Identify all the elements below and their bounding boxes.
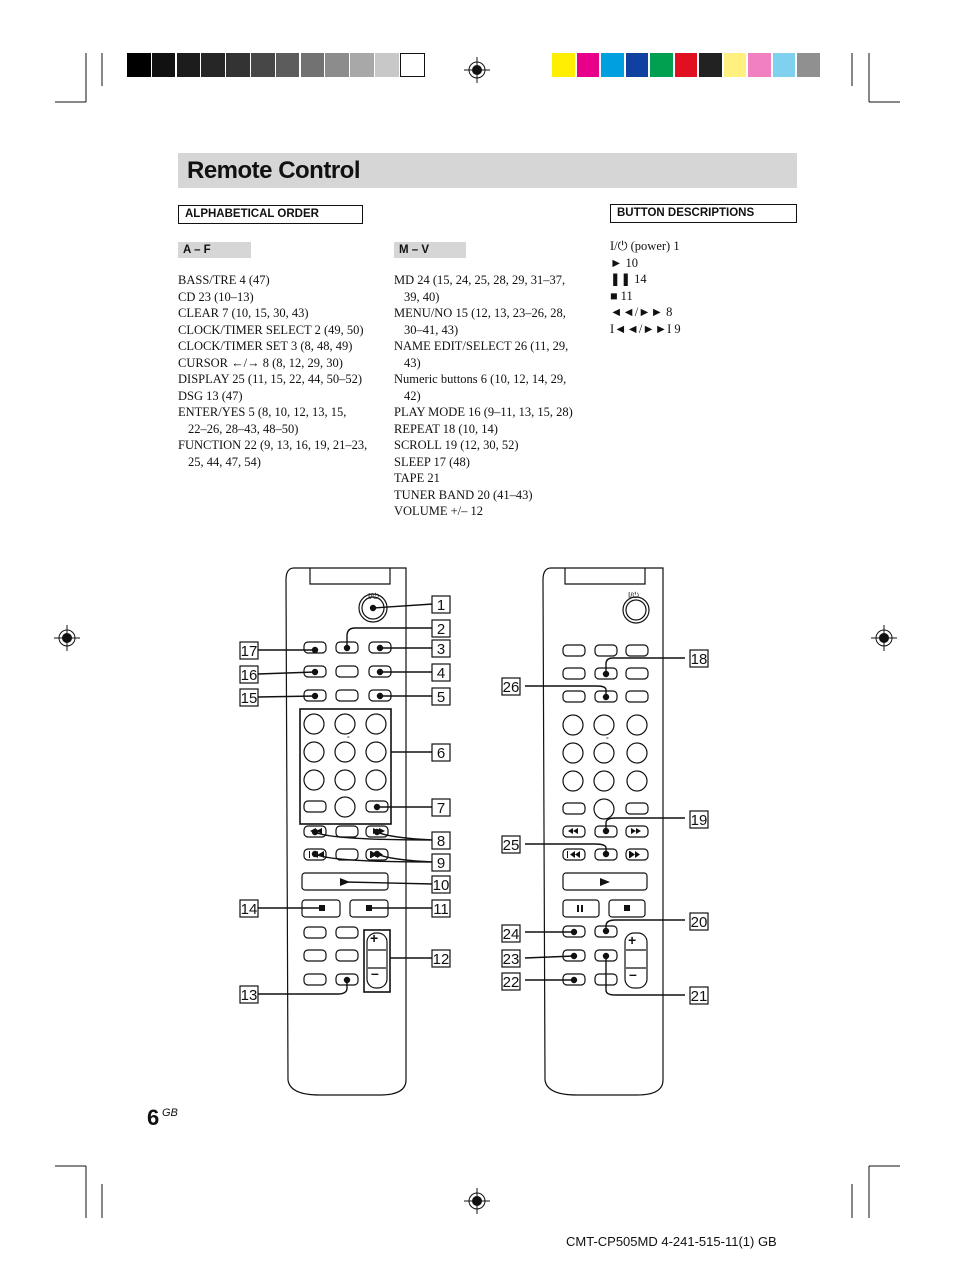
svg-text:22: 22 [502,974,520,991]
callout-14 [240,900,258,918]
svg-text:11: 11 [433,901,449,918]
registration-target-bottom [464,1188,490,1214]
callout-25 [502,836,520,854]
index-m-v [394,272,576,520]
registration-target-right [871,625,897,651]
svg-text:9: 9 [436,855,446,872]
registration-target-top [464,57,490,83]
callout-2 [432,620,450,638]
registration-target-left [54,625,80,651]
section-m-v: M – V [394,242,466,258]
svg-text:10: 10 [432,877,450,894]
section-a-f: A – F [178,242,251,258]
svg-text:14: 14 [240,901,258,918]
callout-1 [432,596,450,614]
remote-diagram-front [230,560,470,1100]
svg-text:23: 23 [502,951,520,968]
svg-text:3: 3 [436,641,446,658]
desc-entry: ► 10 [610,255,638,270]
callout-3 [432,640,450,658]
mv-entry: SCROLL 19 (12, 30, 52) [394,438,519,452]
svg-text:12: 12 [432,951,450,968]
af-entry: CURSOR ←/→ 8 (8, 12, 29, 30) [178,355,343,370]
svg-text:8: 8 [436,833,446,850]
svg-text:25: 25 [502,837,520,854]
mv-entry: TUNER BAND 20 (41–43) [394,487,533,502]
desc-entry: ■ 11 [610,288,633,303]
svg-text:+: + [370,930,379,946]
svg-text:°: ° [347,736,350,743]
button-description-list [610,238,810,337]
af-entry: DISPLAY 25 (11, 15, 22, 44, 50–52) [178,372,363,386]
svg-text:2: 2 [436,621,446,638]
af-entry: BASS/TRE 4 (47) [178,273,270,287]
svg-text:–: – [629,966,637,982]
svg-text:7: 7 [436,800,446,817]
svg-text:–: – [371,965,379,981]
svg-text:4: 4 [436,665,446,682]
svg-text:16: 16 [240,667,258,684]
callout-9 [432,854,450,872]
callout-22 [502,973,520,991]
callout-20 [690,913,708,931]
af-entry: CLOCK/TIMER SET 3 (8, 48, 49) [178,339,353,353]
svg-text:13: 13 [240,987,258,1004]
desc-entry: I◄◄/►►I 9 [610,321,681,336]
callout-6 [432,744,450,762]
mv-entry: MD 24 (15, 24, 25, 28, 29, 31–37, 39, 40) [394,273,566,304]
mv-entry: MENU/NO 15 (12, 13, 23–26, 28, 30–41, 43) [394,306,566,337]
callout-21 [690,987,708,1005]
mv-entry: VOLUME +/– 12 [394,504,483,518]
index-a-f [178,272,368,470]
af-entry: DSG 13 (47) [178,388,243,403]
button-descriptions-label: BUTTON DESCRIPTIONS [610,204,797,223]
af-entry: CLOCK/TIMER SELECT 2 (49, 50) [178,322,364,337]
svg-text:19: 19 [690,812,708,829]
callout-5 [432,688,450,706]
svg-text:1: 1 [436,597,446,614]
callout-24 [502,925,520,943]
svg-text:18: 18 [690,651,708,668]
svg-text:5: 5 [436,689,446,706]
mv-entry: PLAY MODE 16 (9–11, 13, 15, 28) [394,405,573,419]
svg-text:20: 20 [690,914,708,931]
svg-text:15: 15 [240,690,258,707]
svg-text:17: 17 [240,643,258,660]
svg-text:°: ° [606,737,609,744]
remote1-callout-boxes [240,596,450,1004]
page-title: Remote Control [187,157,360,184]
svg-text:21: 21 [690,988,708,1005]
remote2-callout-boxes [502,650,708,1005]
remote-diagram-detail [495,560,725,1100]
af-entry: CD 23 (10–13) [178,289,254,304]
callout-lines [258,604,433,994]
desc-entry: ❚❚ 14 [610,272,647,286]
document-code: CMT-CP505MD 4-241-515-11(1) GB [566,1234,777,1249]
af-entry: CLEAR 7 (10, 15, 30, 43) [178,306,309,320]
callout-18 [690,650,708,668]
callout-16 [240,666,258,684]
callout-11 [432,900,450,918]
svg-text:26: 26 [502,679,520,696]
callout-4 [432,664,450,682]
desc-entry: ◄◄/►► 8 [610,305,673,319]
callout-7 [432,799,450,817]
mv-entry: NAME EDIT/SELECT 26 (11, 29, 43) [394,339,569,370]
callout-19 [690,811,708,829]
mv-entry: Numeric buttons 6 (10, 12, 14, 29, 42) [394,372,567,403]
callout-13 [240,986,258,1004]
svg-text:6: 6 [436,745,446,762]
mv-entry: REPEAT 18 (10, 14) [394,421,498,436]
mv-entry: SLEEP 17 (48) [394,454,470,469]
mv-entry: TAPE 21 [394,471,440,485]
svg-text:24: 24 [502,926,520,943]
callout-17 [240,642,258,660]
callout-10 [432,876,450,894]
callout-12 [432,950,450,968]
callout-26 [502,678,520,696]
alphabetical-order-label: ALPHABETICAL ORDER [178,205,363,224]
af-entry: ENTER/YES 5 (8, 10, 12, 13, 15, 22–26, 28–43, 48–50) [178,405,347,436]
page-number: 6 [147,1105,160,1130]
page-suffix: GB [162,1107,178,1119]
callout-15 [240,689,258,707]
svg-text:+: + [628,932,637,948]
power-label: I/⏻ [368,592,379,601]
af-entry: FUNCTION 22 (9, 13, 16, 19, 21–23, 25, 44, 47, 54) [178,438,368,469]
power-label-2: I/⏻ [628,591,639,600]
callout-8 [432,832,450,850]
callout-23 [502,950,520,968]
desc-entry: I/⏻ (power) 1 [610,239,680,253]
numeric-keypad [304,714,388,817]
